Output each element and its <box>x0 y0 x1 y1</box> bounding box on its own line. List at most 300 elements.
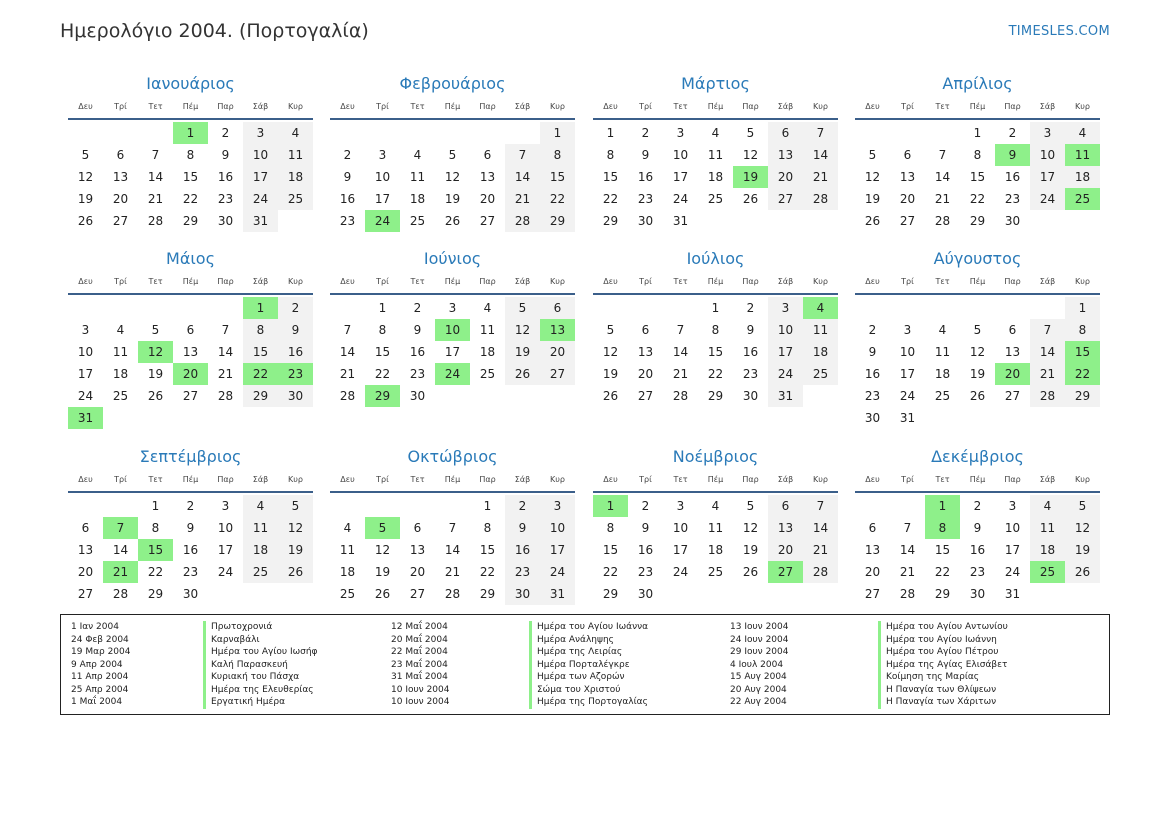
day-cell: 14 <box>803 144 838 166</box>
weekday-label: Κυρ <box>550 474 565 484</box>
day-grid <box>68 295 313 429</box>
empty-cell <box>365 122 400 144</box>
day-cell: 30 <box>1004 214 1021 228</box>
day-cell: 9 <box>746 323 755 337</box>
weekday-label: Δευ <box>603 474 618 484</box>
day-cell: 4 <box>278 122 313 144</box>
day-cell: 28 <box>444 587 461 601</box>
month-block <box>855 74 1100 232</box>
day-cell: 16 <box>969 543 986 557</box>
day-cell: 31 <box>899 411 916 425</box>
day-cell: 12 <box>602 345 619 359</box>
day-cell: 6 <box>768 495 803 517</box>
day-cell: 22 <box>707 367 724 381</box>
day-cell: 24 <box>672 192 689 206</box>
day-cell: 8 <box>973 148 982 162</box>
weekday-header <box>593 269 838 295</box>
day-cell: 23 <box>217 192 234 206</box>
holiday-day-cell: 29 <box>365 385 400 407</box>
weekday-label: Πέμ <box>969 474 986 484</box>
day-cell: 5 <box>1065 495 1100 517</box>
weekday-label: Τετ <box>935 276 950 286</box>
day-cell: 21 <box>1030 363 1065 385</box>
day-cell: 22 <box>182 192 199 206</box>
day-cell: 16 <box>339 192 356 206</box>
day-cell: 25 <box>409 214 426 228</box>
weekday-label: Πέμ <box>182 101 199 111</box>
weekday-label: Δευ <box>78 101 93 111</box>
day-cell: 24 <box>768 363 803 385</box>
site-link[interactable]: TIMESLES.COM <box>1008 24 1110 39</box>
day-cell: 15 <box>374 345 391 359</box>
day-cell: 10 <box>899 345 916 359</box>
day-cell: 11 <box>934 345 951 359</box>
day-cell: 20 <box>899 192 916 206</box>
day-cell: 11 <box>409 170 426 184</box>
day-cell: 26 <box>444 214 461 228</box>
holiday-day-cell: 1 <box>925 495 960 517</box>
weekday-header <box>330 269 575 295</box>
holiday-name: Κυριακή του Πάσχα <box>203 671 299 684</box>
holiday-day-cell: 10 <box>435 319 470 341</box>
day-cell: 22 <box>969 192 986 206</box>
day-cell: 23 <box>339 214 356 228</box>
day-cell: 24 <box>1004 565 1021 579</box>
day-cell: 31 <box>1004 587 1021 601</box>
holiday-date: 29 Ιουν 2004 <box>730 647 789 657</box>
day-cell: 2 <box>746 301 755 315</box>
day-cell: 26 <box>1065 561 1100 583</box>
holiday-day-cell: 25 <box>1065 188 1100 210</box>
day-cell: 30 <box>278 385 313 407</box>
day-cell: 23 <box>742 367 759 381</box>
day-cell: 30 <box>505 583 540 605</box>
day-cell: 3 <box>221 499 230 513</box>
holiday-day-cell: 9 <box>995 144 1030 166</box>
day-cell: 27 <box>182 389 199 403</box>
holiday-name: Η Παναγία των Χάριτων <box>878 696 996 709</box>
weekday-label: Δευ <box>78 474 93 484</box>
day-cell: 22 <box>602 192 619 206</box>
day-cell: 16 <box>182 543 199 557</box>
day-cell: 23 <box>182 565 199 579</box>
holiday-day-cell: 22 <box>243 363 278 385</box>
day-cell: 3 <box>540 495 575 517</box>
month-name: Ιούλιος <box>686 249 745 268</box>
weekday-label: Παρ <box>742 474 759 484</box>
holiday-date: 19 Μαρ 2004 <box>71 647 131 657</box>
day-cell: 4 <box>1030 495 1065 517</box>
holiday-day-cell: 27 <box>768 561 803 583</box>
empty-cell <box>1030 297 1065 319</box>
holiday-day-cell: 15 <box>1065 341 1100 363</box>
day-cell: 15 <box>182 170 199 184</box>
day-cell: 27 <box>479 214 496 228</box>
weekday-label: Τετ <box>673 474 688 484</box>
day-cell: 3 <box>378 148 387 162</box>
holiday-name: Ημέρα του Αγίου Ιωάννα <box>529 621 648 634</box>
weekday-label: Τετ <box>935 474 950 484</box>
day-cell: 28 <box>505 210 540 232</box>
day-cell: 7 <box>903 521 912 535</box>
holiday-day-cell: 8 <box>925 517 960 539</box>
day-cell: 19 <box>1065 539 1100 561</box>
day-cell: 11 <box>707 148 724 162</box>
month-name: Αύγουστος <box>933 249 1022 268</box>
weekday-label: Τρί <box>376 276 389 286</box>
month-block <box>855 447 1100 605</box>
day-cell: 8 <box>1065 319 1100 341</box>
month-block <box>330 249 575 407</box>
day-cell: 16 <box>742 345 759 359</box>
weekday-label: Παρ <box>479 474 496 484</box>
weekday-label: Δευ <box>78 276 93 286</box>
day-cell: 19 <box>742 543 759 557</box>
day-cell: 5 <box>505 297 540 319</box>
empty-cell <box>855 495 890 517</box>
holiday-day-cell: 19 <box>733 166 768 188</box>
day-cell: 4 <box>938 323 947 337</box>
day-cell: 9 <box>641 148 650 162</box>
weekday-label: Κυρ <box>813 101 828 111</box>
day-cell: 5 <box>81 148 90 162</box>
day-cell: 14 <box>505 166 540 188</box>
day-cell: 23 <box>864 389 881 403</box>
day-cell: 20 <box>768 166 803 188</box>
day-grid <box>593 295 838 407</box>
day-cell: 1 <box>973 126 982 140</box>
day-cell: 16 <box>278 341 313 363</box>
holiday-date: 31 Μαΐ 2004 <box>391 672 448 682</box>
empty-cell <box>960 297 995 319</box>
holiday-date: 22 Μαΐ 2004 <box>391 647 448 657</box>
day-cell: 28 <box>1030 385 1065 407</box>
day-grid <box>593 493 838 605</box>
empty-cell <box>995 297 1030 319</box>
weekday-header <box>68 467 313 493</box>
holiday-date: 1 Μαΐ 2004 <box>71 697 123 707</box>
day-cell: 4 <box>1065 122 1100 144</box>
day-cell: 20 <box>540 341 575 363</box>
day-cell: 25 <box>803 363 838 385</box>
weekday-label: Κυρ <box>550 276 565 286</box>
day-cell: 17 <box>243 166 278 188</box>
holiday-date: 11 Απρ 2004 <box>71 672 129 682</box>
day-cell: 28 <box>672 389 689 403</box>
day-cell: 6 <box>186 323 195 337</box>
day-cell: 17 <box>1030 166 1065 188</box>
day-cell: 4 <box>343 521 352 535</box>
weekday-header <box>855 94 1100 120</box>
day-cell: 22 <box>934 565 951 579</box>
day-cell: 3 <box>243 122 278 144</box>
day-cell: 8 <box>186 148 195 162</box>
day-cell: 18 <box>479 345 496 359</box>
day-cell: 18 <box>707 543 724 557</box>
month-name: Δεκέμβριος <box>931 447 1024 466</box>
weekday-label: Σάβ <box>252 474 269 484</box>
weekday-label: Δευ <box>865 276 880 286</box>
weekday-label: Κυρ <box>1075 101 1090 111</box>
weekday-label: Δευ <box>340 101 355 111</box>
day-cell: 29 <box>707 389 724 403</box>
holiday-day-cell: 20 <box>173 363 208 385</box>
month-block <box>68 249 313 429</box>
weekday-label: Κυρ <box>813 474 828 484</box>
day-cell: 9 <box>278 319 313 341</box>
day-cell: 10 <box>540 517 575 539</box>
day-cell: 11 <box>803 319 838 341</box>
empty-cell <box>365 495 400 517</box>
holiday-date: 10 Ιουν 2004 <box>391 697 450 707</box>
day-cell: 15 <box>243 341 278 363</box>
empty-cell <box>173 297 208 319</box>
day-cell: 16 <box>217 170 234 184</box>
day-cell: 30 <box>864 411 881 425</box>
day-cell: 23 <box>637 192 654 206</box>
empty-cell <box>400 495 435 517</box>
month-name: Νοέμβριος <box>672 447 759 466</box>
day-cell: 16 <box>637 543 654 557</box>
day-cell: 6 <box>768 122 803 144</box>
weekday-label: Πέμ <box>707 276 724 286</box>
day-cell: 20 <box>768 539 803 561</box>
day-cell: 5 <box>746 126 755 140</box>
day-cell: 12 <box>77 170 94 184</box>
day-cell: 27 <box>112 214 129 228</box>
day-cell: 7 <box>448 521 457 535</box>
weekday-label: Πέμ <box>444 276 461 286</box>
holiday-date: 22 Αυγ 2004 <box>730 697 787 707</box>
day-cell: 27 <box>768 188 803 210</box>
day-cell: 22 <box>147 565 164 579</box>
day-cell: 29 <box>243 385 278 407</box>
holiday-name: Ημέρα της Λειρίας <box>529 646 622 659</box>
weekday-label: Τετ <box>410 101 425 111</box>
day-cell: 7 <box>221 323 230 337</box>
weekday-label: Πέμ <box>444 474 461 484</box>
page-title: Ημερολόγιο 2004. (Πορτογαλία) <box>60 20 369 42</box>
day-cell: 20 <box>409 565 426 579</box>
day-cell: 19 <box>505 341 540 363</box>
day-cell: 25 <box>707 565 724 579</box>
day-cell: 27 <box>409 587 426 601</box>
weekday-label: Πέμ <box>707 474 724 484</box>
day-cell: 22 <box>479 565 496 579</box>
empty-cell <box>890 122 925 144</box>
day-cell: 15 <box>934 543 951 557</box>
day-cell: 17 <box>899 367 916 381</box>
day-cell: 25 <box>339 587 356 601</box>
day-cell: 26 <box>374 587 391 601</box>
day-cell: 24 <box>77 389 94 403</box>
day-cell: 17 <box>77 367 94 381</box>
weekday-label: Παρ <box>742 101 759 111</box>
day-cell: 7 <box>676 323 685 337</box>
holiday-date: 10 Ιουν 2004 <box>391 684 450 695</box>
day-cell: 2 <box>343 148 352 162</box>
empty-cell <box>68 495 103 517</box>
day-cell: 26 <box>742 565 759 579</box>
day-cell: 18 <box>339 565 356 579</box>
weekday-label: Δευ <box>340 474 355 484</box>
day-cell: 17 <box>540 539 575 561</box>
day-cell: 11 <box>339 543 356 557</box>
day-cell: 15 <box>479 543 496 557</box>
empty-cell <box>330 297 365 319</box>
weekday-label: Παρ <box>1004 276 1021 286</box>
day-cell: 21 <box>444 565 461 579</box>
day-cell: 2 <box>641 126 650 140</box>
day-cell: 7 <box>151 148 160 162</box>
weekday-label: Κυρ <box>288 101 303 111</box>
day-cell: 14 <box>934 170 951 184</box>
empty-cell <box>138 297 173 319</box>
day-cell: 24 <box>217 565 234 579</box>
weekday-header <box>855 467 1100 493</box>
day-cell: 14 <box>339 345 356 359</box>
day-cell: 25 <box>934 389 951 403</box>
weekday-label: Τετ <box>410 474 425 484</box>
day-cell: 21 <box>803 539 838 561</box>
day-cell: 11 <box>278 144 313 166</box>
day-cell: 17 <box>374 192 391 206</box>
day-cell: 21 <box>505 188 540 210</box>
day-cell: 23 <box>969 565 986 579</box>
day-grid <box>330 295 575 407</box>
day-cell: 5 <box>448 148 457 162</box>
holiday-name: Ημέρα Πορταλέγκρε <box>529 659 630 672</box>
holiday-name: Σώμα του Χριστού <box>529 684 621 697</box>
day-cell: 21 <box>672 367 689 381</box>
day-cell: 15 <box>540 166 575 188</box>
day-cell: 13 <box>77 543 94 557</box>
day-cell: 18 <box>803 341 838 363</box>
day-cell: 6 <box>81 521 90 535</box>
weekday-header <box>593 94 838 120</box>
holiday-day-cell: 11 <box>1065 144 1100 166</box>
holiday-name: Ημέρα Ανάληψης <box>529 634 614 647</box>
day-cell: 5 <box>606 323 615 337</box>
day-cell: 28 <box>803 188 838 210</box>
weekday-label: Τετ <box>935 101 950 111</box>
holiday-date: 9 Απρ 2004 <box>71 659 123 670</box>
day-cell: 11 <box>112 345 129 359</box>
day-cell: 26 <box>864 214 881 228</box>
day-cell: 8 <box>243 319 278 341</box>
day-cell: 17 <box>1004 543 1021 557</box>
day-cell: 2 <box>973 499 982 513</box>
month-name: Ιανουάριος <box>146 74 235 93</box>
weekday-header <box>593 467 838 493</box>
day-cell: 17 <box>768 341 803 363</box>
day-cell: 1 <box>483 499 492 513</box>
day-cell: 18 <box>278 166 313 188</box>
day-cell: 14 <box>672 345 689 359</box>
day-cell: 21 <box>217 367 234 381</box>
day-cell: 27 <box>1004 389 1021 403</box>
weekday-label: Πέμ <box>182 474 199 484</box>
day-cell: 9 <box>343 170 352 184</box>
weekday-label: Τετ <box>673 101 688 111</box>
empty-cell <box>925 297 960 319</box>
weekday-label: Τετ <box>410 276 425 286</box>
weekday-label: Σάβ <box>514 474 531 484</box>
holiday-day-cell: 4 <box>803 297 838 319</box>
day-cell: 24 <box>899 389 916 403</box>
day-cell: 19 <box>602 367 619 381</box>
day-cell: 21 <box>339 367 356 381</box>
day-cell: 2 <box>641 499 650 513</box>
day-grid <box>68 493 313 605</box>
day-cell: 30 <box>969 587 986 601</box>
month-name: Απρίλιος <box>942 74 1013 93</box>
day-cell: 13 <box>409 543 426 557</box>
month-name: Φεβρουάριος <box>399 74 506 93</box>
day-cell: 11 <box>479 323 496 337</box>
day-cell: 10 <box>768 319 803 341</box>
day-cell: 29 <box>1065 385 1100 407</box>
day-cell: 9 <box>868 345 877 359</box>
weekday-label: Τρί <box>901 276 914 286</box>
day-cell: 15 <box>707 345 724 359</box>
holiday-day-cell: 20 <box>995 363 1030 385</box>
day-cell: 9 <box>641 521 650 535</box>
day-cell: 2 <box>221 126 230 140</box>
day-cell: 26 <box>147 389 164 403</box>
day-cell: 6 <box>413 521 422 535</box>
weekday-label: Παρ <box>742 276 759 286</box>
weekday-label: Παρ <box>479 276 496 286</box>
holiday-date: 24 Φεβ 2004 <box>71 634 129 645</box>
day-cell: 6 <box>116 148 125 162</box>
day-cell: 26 <box>742 192 759 206</box>
day-cell: 27 <box>637 389 654 403</box>
holiday-name: Ημέρα του Αγίου Ιωάννη <box>878 634 997 647</box>
day-grid <box>330 120 575 232</box>
holiday-day-cell: 7 <box>103 517 138 539</box>
day-cell: 4 <box>483 301 492 315</box>
day-cell: 29 <box>147 587 164 601</box>
day-cell: 18 <box>243 539 278 561</box>
weekday-header <box>68 94 313 120</box>
empty-cell <box>890 495 925 517</box>
day-cell: 28 <box>899 587 916 601</box>
empty-cell <box>138 122 173 144</box>
day-cell: 8 <box>606 148 615 162</box>
day-cell: 26 <box>278 561 313 583</box>
empty-cell <box>435 495 470 517</box>
empty-cell <box>330 122 365 144</box>
day-cell: 16 <box>505 539 540 561</box>
day-cell: 12 <box>742 521 759 535</box>
day-cell: 12 <box>505 319 540 341</box>
weekday-label: Σάβ <box>252 276 269 286</box>
empty-cell <box>435 122 470 144</box>
empty-cell <box>593 297 628 319</box>
weekday-label: Πέμ <box>969 101 986 111</box>
day-cell: 13 <box>768 517 803 539</box>
holiday-date: 4 Ιουλ 2004 <box>730 659 784 670</box>
holiday-date: 13 Ιουν 2004 <box>730 622 789 632</box>
day-cell: 7 <box>343 323 352 337</box>
day-grid <box>855 493 1100 605</box>
day-cell: 6 <box>483 148 492 162</box>
month-block <box>68 447 313 605</box>
day-cell: 5 <box>973 323 982 337</box>
day-cell: 22 <box>540 188 575 210</box>
holiday-day-cell: 1 <box>173 122 208 144</box>
